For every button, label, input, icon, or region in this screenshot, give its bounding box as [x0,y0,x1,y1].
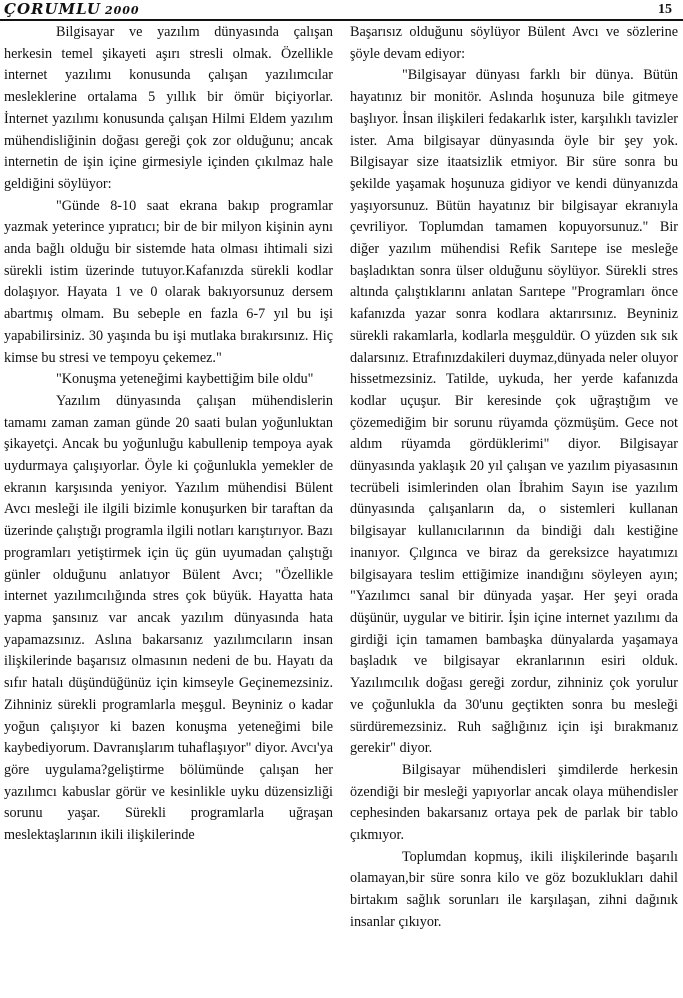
left-column [4,22,333,998]
right-column [350,22,678,998]
paragraph: Bilgisayar ve yazılım dünyasında çalışan herkesin temel şikayeti aşırı stresli olmak. Özellikle internet yazılımı konusunda çalışan yazılımcılar mesleklerine ortalama 5 yıllık bir ömür biçiyorlar. İnternet yazılımı konusunda çalışan Hilmi Eldem yazılım mühendisliğinin doğası gereği çok zor olduğunu; ancak internetin de işin içine girmesiyle içinden çıkılmaz hale geldiğini söylüyor: [4,24,333,192]
paragraph: "Bilgisayar dünyası farklı bir dünya. Bütün hayatınız bir monitör. Aslında hoşunuza bile gitmeye başlıyor. İnsan ilişkileri fedakarlık ister, karşılıklı tavizler ister. Ama bilgisayar dünyasında öyle bir şey yok. Bilgisayar size itaatsizlik etmiyor. Bir süre sonra bu şekilde yaşamak hoşunuza gidiyor ve kendi dünyanızda yaşıyorsunuz. Bütün hayatınız bir bilgisayar ekranıyla çevriliyor. Toplumdan tamamen kopuyorsunuz." Bir diğer yazılım mühendisi Refik Sarıtepe ise mesleğe başladıktan sonra ülser olduğunu söylüyor. Sürekli stres altında çalıştıklarını anlatan Sarıtepe "Programları önce kafanızda yazar sonra kodlara aktarırsınız. Beyniniz sürekli rakamlarla, kodlarla meşguldür. O yüzden sık sık dalarsınız. Etrafınızdakileri duymaz,dünyada neler oluyor hissetmezsiniz. Tatilde, uykuda, her yerde kafanızda kodlar uçuşur. Bir keresinde çok uğraştığım ve çözemediğim bir sorunu rüyamda çözmüşüm. Gece not aldım rüyamda gördüklerimi" diyor. Bilgisayar dünyasında yaklaşık 20 yıl çalışan ve yazılım piyasasının tecrübeli isimlerinden olan İbrahim Sayın ise yazılım dünyasında çalışanların da, o sistemleri kullanan bilgisayar kullanıcılarının da bindiği dalı kestiğine inanıyor. Çılgınca ve biraz da gereksizce hayatımızı bilgisayara teslim ettiğimize inandığını söyleyen ayın; "Yazılımcı sanal bir dünyada yaşar. Her şeyi orada düşünür, uygular ve bitirir. İşin içine internet yazılımı da girdiği için tamamen bambaşka dünyalarda yaşamaya başladık ve bilgisayar ekranlarının esiri olduk. Yazılımcılık doğası gereği zordur, zihniniz çok yorulur ve çoğunlukla da 30'unu geçtikten sonra bu mesleği sürdüremezsiniz. Ruh sağlığınız için işi bırakmanız gerekir" diyor. [350,67,678,757]
publication-name: ÇORUMLU [4,0,101,18]
paragraph: Bilgisayar mühendisleri şimdilerde herkesin özendiği bir mesleği yapıyorlar ancak olaya mühendisler cephesinden bakarsanız ortaya pek de parlak bir tablo çıkmıyor. [350,761,678,844]
page-number: 15 [658,2,672,17]
header-rule [0,19,683,21]
paragraph: "Konuşma yeteneğimi kaybettiğim bile oldu" [56,371,314,388]
publication-year: 2000 [104,4,140,17]
paragraph: "Günde 8-10 saat ekrana bakıp programlar yazmak yeterince yıpratıcı; bir de bir milyon kişinin aynı anda bağlı olduğu bir sistemde hata olması ihtimali sizi sürekli istim üzerinde tutuyor.Kafanızda sürekli kodlar dolaşıyor. Hayata 1 ve 0 olarak bakıyorsunuz dersem abartmış olmam. Bu sebeple en fazla 6-7 yıl bu işi yapabilirsiniz. 30 yaşında bu işi mutlaka bırakırsınız. Hiç kimse bu stresi ve tempoyu çekemez." [4,197,333,366]
page-header [0,0,683,22]
paragraph-continued: Başarısız olduğunu söylüyor Bülent Avcı ve sözlerine şöyle devam ediyor: [350,24,678,62]
publication-logo [4,0,140,18]
paragraph: Yazılım dünyasında çalışan mühendislerin tamamı zaman zaman günde 20 saati bulan yoğunluktan şikayetçi. Ancak bu yoğunluğu kabullenip tempoya ayak uydurmaya çalışıyorlar. Öyle ki çoğunlukla yemekler de ekranın karşısında yeniyor. Yazılım mühendisi Bülent Avcı mesleği ile ilgili bizimle konuşurken bir taraftan da üzerinde çalıştığı programla ilgili notları karıştırıyor. Bazı programları yetiştirmek için üç gün uyumadan çalıştığı günler olduğunu anlatıyor Bülent Avcı; "Özellikle internet yazılımcılığında stres çok büyük. Hayatta hata yapma şansınız var ancak yazılım dünyasında hata yapamazsınız. Aslına bakarsanız yazılımcıların insan ilişkilerinde başarısız olmasının nedeni de bu. Hayatı da sıfır hatalı düşündüğünüz için kimseyle Geçinemezsiniz. Zihniniz sürekli programlarla meşgul. Beyniniz o kadar yoğun çalışıyor ki bazen konuşma yeteneğimi bile kaybediyorum. Davranışlarım tuhaflaşıyor" diyor. Avcı'ya göre uygulama?geliştirme bölümünde çalışan her yazılımcı kabuslar görür ve kesinlikle uyku düzensizliği sorunu yaşar. Sürekli programlarla uğraşan meslektaşlarının ikili ilişkilerinde [4,392,333,844]
paragraph: Toplumdan kopmuş, ikili ilişkilerinde başarılı olamayan,bir süre sonra kilo ve göz bozuklukları dahil birtakım sağlık sorunları ile karşılaşan, zihni dağınık insanlar çıkıyor. [350,848,678,930]
